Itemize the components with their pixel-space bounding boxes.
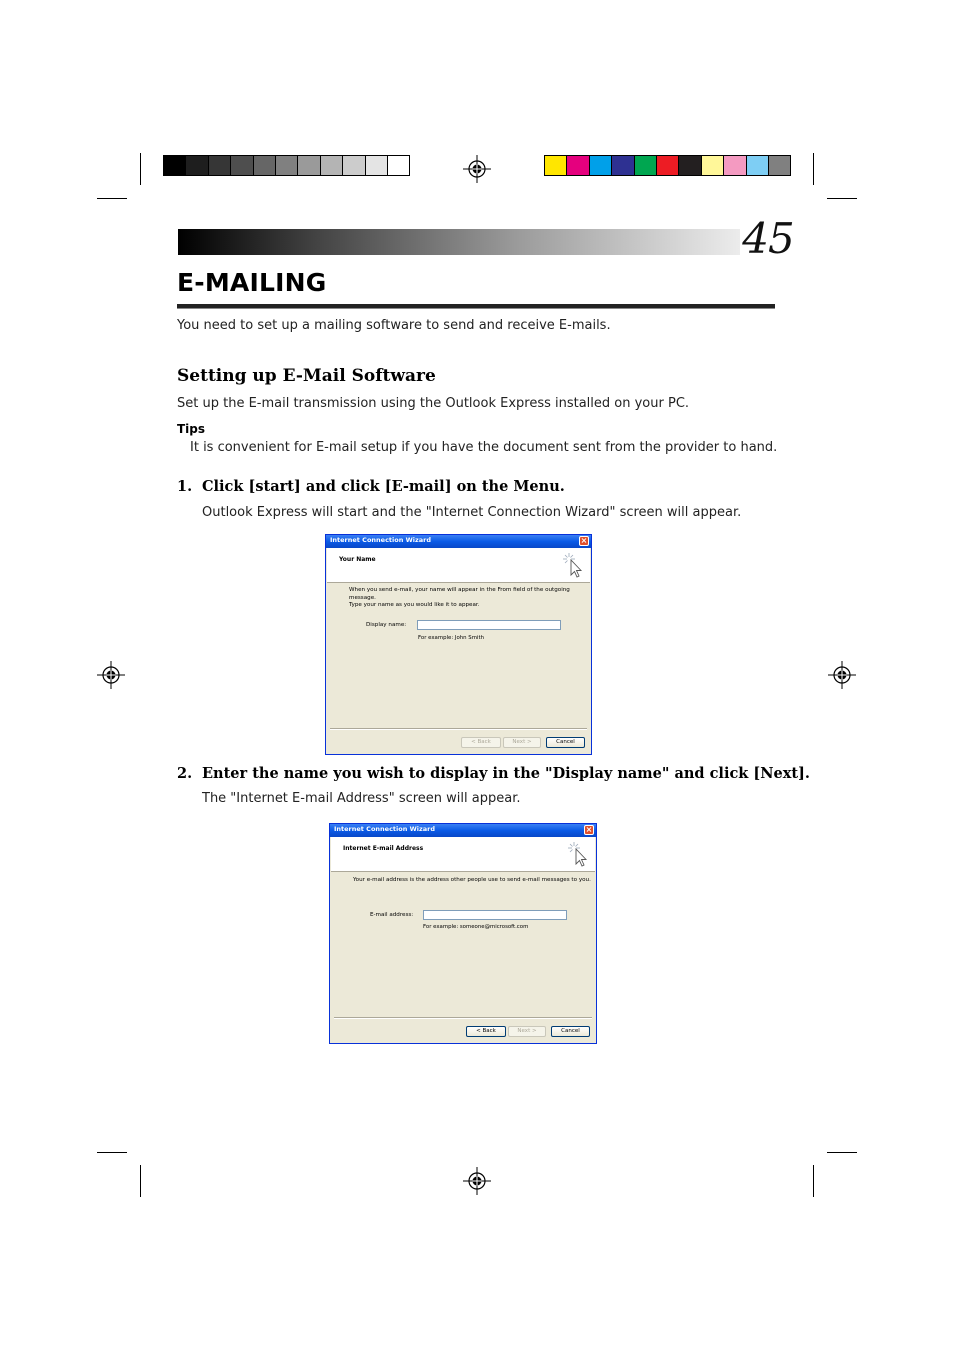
intro-text: You need to set up a mailing software to send and receive E-mails.: [177, 318, 611, 333]
color-swatch: [768, 155, 791, 176]
header-gradient-band: [178, 229, 740, 255]
color-swatch: [589, 155, 612, 176]
color-swatch: [387, 155, 410, 176]
page-number: 45: [742, 214, 794, 263]
color-swatch: [611, 155, 634, 176]
color-swatch: [342, 155, 365, 176]
color-swatch: [253, 155, 276, 176]
wizard-heading: Internet E-mail Address: [343, 845, 424, 852]
color-swatch: [723, 155, 746, 176]
crop-mark: [813, 153, 814, 185]
email-address-label: E-mail address:: [370, 912, 414, 918]
button-separator: [330, 728, 587, 730]
step-text: The "Internet E-mail Address" screen will appear.: [202, 791, 521, 806]
cancel-button[interactable]: Cancel: [546, 737, 585, 748]
subsection-title: Setting up E-Mail Software: [177, 366, 436, 386]
back-button[interactable]: < Back: [461, 737, 501, 748]
close-icon[interactable]: ×: [585, 825, 593, 834]
subsection-text: Set up the E-mail transmission using the Outlook Express installed on your PC.: [177, 396, 690, 411]
next-button[interactable]: Next >: [503, 737, 541, 748]
color-swatch: [185, 155, 208, 176]
step-title: Click [start] and click [E-mail] on the Menu.: [202, 478, 565, 495]
crop-mark: [827, 1152, 857, 1153]
crop-mark: [97, 198, 127, 199]
crop-mark: [140, 1165, 141, 1197]
step-text: Outlook Express will start and the "Internet Connection Wizard" screen will appear.: [202, 505, 742, 520]
wizard-header: [331, 837, 595, 872]
color-swatch: [746, 155, 769, 176]
color-swatch: [275, 155, 298, 176]
wizard-dialog-your-name: [325, 534, 592, 755]
crop-mark: [140, 153, 141, 185]
button-separator: [334, 1017, 592, 1019]
window-titlebar: [326, 535, 591, 548]
window-titlebar: [330, 824, 596, 837]
color-swatch: [320, 155, 343, 176]
registration-mark-icon: [97, 661, 125, 689]
display-name-hint: For example: John Smith: [418, 635, 485, 641]
crop-mark: [827, 198, 857, 199]
color-swatch: [678, 155, 701, 176]
wizard-cursor-icon: [562, 551, 584, 579]
color-swatch: [566, 155, 589, 176]
title-rule: [177, 304, 775, 308]
color-swatch: [163, 155, 186, 176]
display-name-input[interactable]: [417, 620, 561, 630]
step-number: 1.: [177, 478, 193, 495]
crop-mark: [97, 1152, 127, 1153]
color-swatch: [701, 155, 724, 176]
section-title: E-MAILING: [177, 268, 327, 297]
email-address-input[interactable]: [423, 910, 567, 920]
wizard-description: Your e-mail address is the address other people use to send e-mail messages to you.: [353, 877, 591, 883]
close-icon[interactable]: ×: [580, 536, 588, 545]
color-swatch: [656, 155, 679, 176]
window-title: Internet Connection Wizard: [334, 825, 436, 833]
next-button[interactable]: Next >: [508, 1026, 546, 1037]
wizard-cursor-icon: [567, 840, 589, 868]
wizard-header: [327, 548, 590, 583]
registration-mark-icon: [463, 1167, 491, 1195]
color-swatch: [230, 155, 253, 176]
step-number: 2.: [177, 765, 193, 782]
email-address-hint: For example: someone@microsoft.com: [423, 924, 529, 930]
window-title: Internet Connection Wizard: [330, 536, 432, 544]
registration-mark-icon: [828, 661, 856, 689]
color-swatch: [634, 155, 657, 176]
tips-text: It is convenient for E-mail setup if you have the document sent from the provider to hand.: [190, 440, 778, 455]
color-swatch: [297, 155, 320, 176]
back-button[interactable]: < Back: [466, 1026, 506, 1037]
wizard-dialog-email-address: [329, 823, 597, 1044]
registration-mark-icon: [463, 155, 491, 183]
crop-mark: [813, 1165, 814, 1197]
tips-label: Tips: [177, 422, 206, 436]
wizard-heading: Your Name: [339, 556, 376, 563]
color-swatch: [365, 155, 388, 176]
step-title: Enter the name you wish to display in the "Display name" and click [Next].: [202, 765, 810, 782]
wizard-description: When you send e-mail, your name will appear in the From field of the outgoing message. Type your name as you would like it to appear.: [349, 587, 570, 608]
display-name-label: Display name:: [366, 622, 407, 628]
color-swatch: [544, 155, 567, 176]
color-swatch: [208, 155, 231, 176]
cancel-button[interactable]: Cancel: [551, 1026, 590, 1037]
